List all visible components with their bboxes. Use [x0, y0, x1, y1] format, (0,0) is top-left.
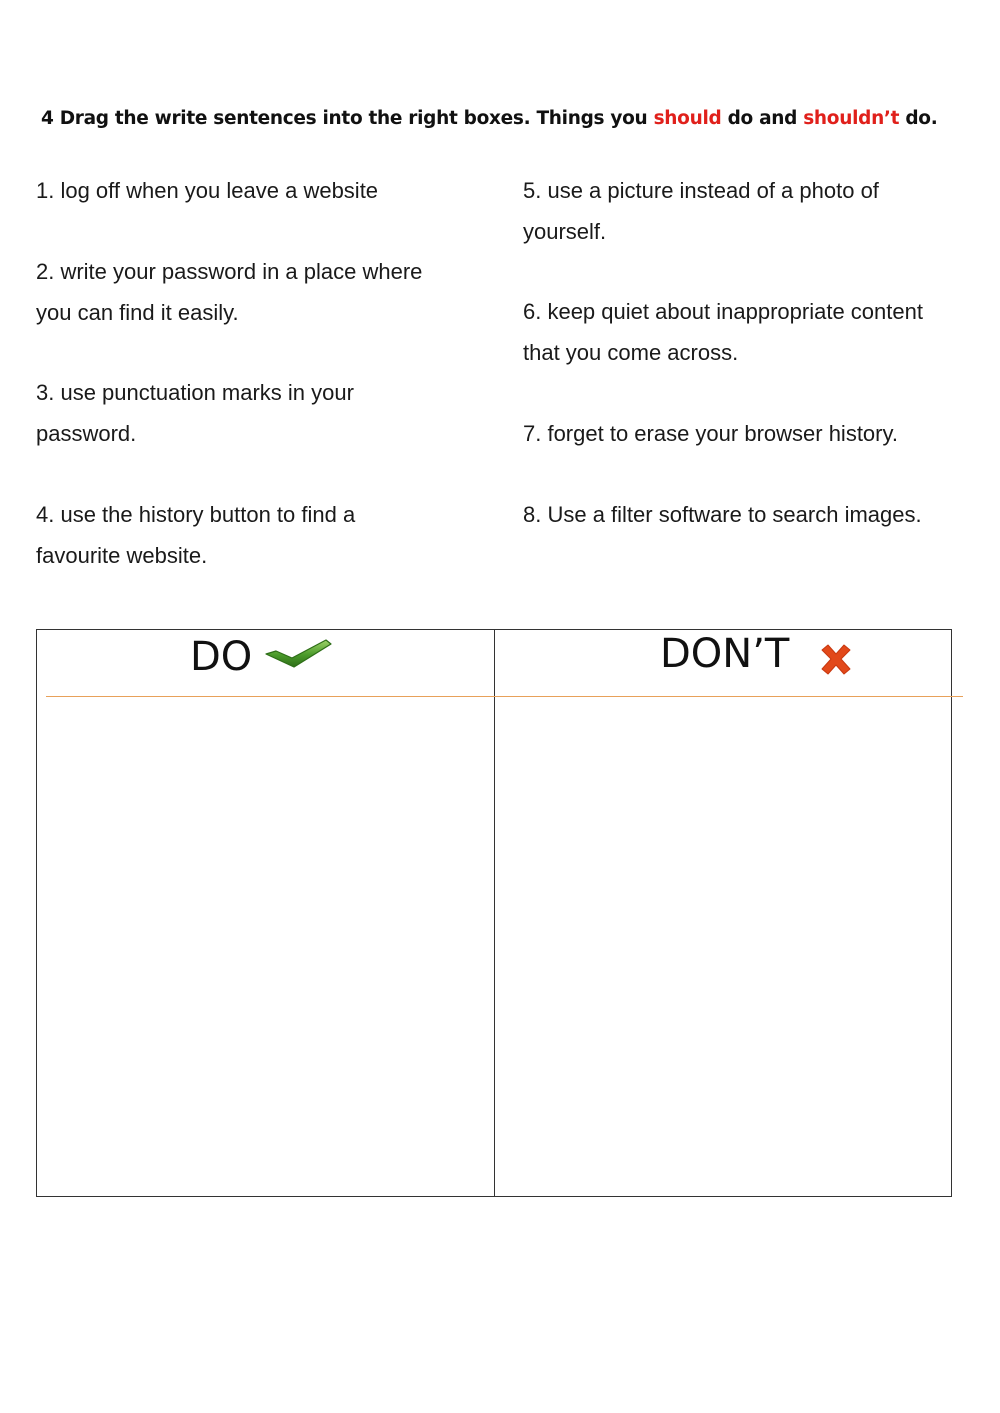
instruction-heading — [41, 108, 937, 129]
sentence-3-line-1: 3. use punctuation marks in your — [36, 380, 354, 405]
do-drop-zone[interactable] — [37, 698, 494, 1196]
sentence-8[interactable] — [523, 495, 973, 536]
instruction-should: should — [653, 108, 722, 129]
sentence-2[interactable] — [36, 252, 486, 333]
sentence-4-line-1: 4. use the history button to find a — [36, 502, 356, 527]
instruction-shouldnt: shouldn’t — [803, 108, 900, 129]
instruction-text-3: do. — [899, 108, 938, 129]
sentence-8-line-1: 8. Use a filter software to search images. — [523, 502, 922, 527]
sentence-5-line-2: yourself. — [523, 218, 607, 244]
sentence-2-line-2: you can find it easily. — [36, 299, 239, 325]
cross-icon — [818, 643, 854, 677]
sentence-1-line-1: 1. log off when you leave a website — [36, 178, 379, 203]
sentence-4-line-2: favourite website. — [36, 542, 208, 568]
sentence-5[interactable] — [523, 171, 973, 252]
sorting-table — [36, 629, 952, 1197]
sentence-3-line-2: password. — [36, 420, 137, 446]
sentence-2-line-1: 2. write your password in a place where — [36, 259, 423, 284]
dont-heading: DON’T — [660, 631, 790, 677]
instruction-text-2: do and — [721, 108, 804, 129]
sentence-4[interactable] — [36, 495, 486, 576]
sentence-6-line-1: 6. keep quiet about inappropriate content — [523, 299, 923, 324]
do-heading: DO — [190, 634, 253, 680]
dont-drop-zone[interactable] — [495, 698, 951, 1196]
header-separator-line — [46, 696, 963, 697]
checkmark-icon — [264, 636, 334, 670]
sentence-7-line-1: 7. forget to erase your browser history. — [523, 421, 898, 446]
instruction-text-1: 4 Drag the write sentences into the right boxes. Things you — [41, 108, 654, 129]
sentence-3[interactable] — [36, 373, 486, 454]
sentence-6[interactable] — [523, 292, 973, 373]
sentence-5-line-1: 5. use a picture instead of a photo of — [523, 178, 879, 203]
sentence-1[interactable] — [36, 171, 486, 212]
sentence-6-line-2: that you come across. — [523, 339, 739, 365]
sentence-7[interactable] — [523, 414, 973, 455]
